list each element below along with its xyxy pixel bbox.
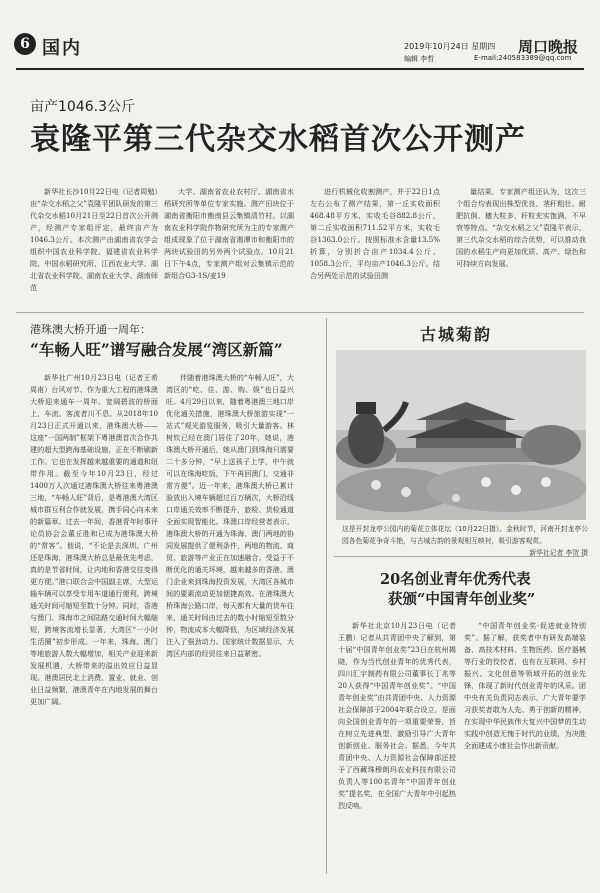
article2-text-1: 新华社广州10月23日电（记者王希 周甫）台风对节、作为重大工程的港珠澳大桥迎来通车一周年。宽阔碧波的桥面上，车流、客流者川不息。从2018年10月23日正式开通以来，港珠澳大桥——这座“一国两制”框架下粤港澳首次合作共建的超大型跨海基础设施，正在不断刷新工作。它也在发挥越来越重要的通道和纽带作用。截至今年10月23日，经过1400万人次通过港珠澳大桥往来粤港澳三地，“车畅人旺”背后，是粤港澳大湾区城市群互利合作就发展，携手同心向未来的新篇章。过去一年间，香港青年时事评论员协会会董丘胜和已成为港珠澳大桥的“常客”。他说，“不论是去深圳、广州还是珠海，港珠澳大桥总是最优先考虑，真的是节省时间，让内地和香港交往变得更方便。”港口联合会中国副主席，大型运输车辆可以享受专用车道通行便利，跨境通关时间可缩短至数十分钟。同时，香港与澳门、珠海市之间陆路交通时间大幅缩短，跨境客流增长显著，大湾区“一小时生活圈”初步形成。一年来，珠海、澳门等地旅游人数大幅增加，相关产业迎来新发展机遇，大桥带来的溢出效应日益显现。港澳居民北上消费、置业、就业、创业日益频繁，港澳青年在内地发展的舞台更加广阔。	[30, 373, 158, 706]
article1-column-4	[456, 186, 586, 306]
paper-name: 周口晚报	[518, 38, 579, 56]
header-rule	[16, 68, 584, 70]
page-header	[0, 0, 600, 66]
article3-text-1: 新华社北京10月23日电（记者 王鹏）记者从共青团中央了解到，第十届“中国青年创业奖”23日在杭州揭晓，作为当代创业青年的优秀代表，四川汇宇制药有限公司董事长丁兆等20人获得“中国青年创业奖”。“中国青年创业奖”由共青团中央、人力资源社会保障部于2004年联合设立，是面向全国创业青年的一项重要荣誉，旨在树立先进典型，激励引导广大青年创新创业、服务社会。据悉，今年共青团中央、人力资源社会保障部还授予了西藏珠穆朗玛农业科技有限公司负责人等100名青年“中国青年创业奖”提名奖，在全国广大青年中引起热烈反响。	[338, 621, 456, 810]
article1-column-3	[310, 186, 440, 306]
photo-caption-text: 这是开封龙亭公园内的菊花立体花坛（10月22日摄）。金秋时节，河南开封龙亭公园各色菊花争奇斗艳，与古城古韵的景观相互映衬，吸引游客观赏。	[342, 525, 588, 545]
photo-title: 古城菊韵	[420, 325, 493, 344]
article3-column-2	[464, 620, 586, 874]
editor-line: 编辑 李哲	[404, 55, 435, 63]
photo-divider	[334, 556, 584, 557]
article2-column-2	[166, 372, 294, 872]
article1-text-4: 量结果，专家测产组还认为，这次三个组合均表现出株型优良、茎秆粗壮、耐肥抗倒、穗大粒多、秆粒充实饱满，不早衰等特点。“杂交水稻之父”袁隆平表示，第三代杂交水稻的综合优势，可以推动我国的水稻生产向更加优质、高产、绿色和可持续方向发展。	[456, 187, 586, 268]
article1-column-1	[30, 186, 158, 306]
article2-subhead: 港珠澳大桥开通一周年：	[30, 323, 151, 336]
page-number: 6	[14, 33, 36, 55]
article3-column-1	[338, 620, 456, 874]
email-line: E-mail:240583389@qq.com	[474, 54, 572, 62]
article1-subhead: 亩产1046.3公斤	[30, 99, 135, 115]
article2-headline: “车畅人旺”谱写融合发展“湾区新篇”	[30, 340, 283, 359]
section-title: 国内	[42, 38, 82, 59]
article3-headline-line2: 获颁“中国青年创业奖”	[388, 591, 536, 608]
column-divider	[326, 318, 327, 874]
article2-text-2: 伴随着港珠澳大桥的“车畅人旺”，大湾区的“吃、住、游、购、娱”也日益兴旺。4月29日以来，随着粤港澳三地口岸优化通关措施，港珠澳大桥旅游实现“一站式”观光游览服务，吸引大量游客。林树钦已经在澳门居住了20年，她说，港珠澳大桥开通后，她从澳门到珠海只需要二十多分钟，“早上送孩子上学，中午就可以在珠海吃饭，下午再回澳门，交通非常方便”。近一年来，港珠澳大桥已累计验放出入境车辆超过百万辆次，大桥沿线口岸通关效率不断提升，旅检、货检通道全面实现智能化。珠澳口岸经营者表示，港珠澳大桥的开通为珠海、澳门两地的协同发展提供了便利条件，两地的物流、商贸、旅游等产业正在加速融合。受益于不断优化的通关环境，越来越多的香港、澳门企业来到珠海投资发展，大湾区各城市间的要素流动更加便捷高效。在港珠澳大桥珠海公路口岸，每天都有大量的货车往来，通关时间由过去的数小时缩短至数分钟，物流成本大幅降低，为区域经济发展注入了强劲动力。国家统计数据显示，大湾区内部的经贸往来日益紧密。	[166, 373, 294, 658]
article1-column-2	[164, 186, 294, 306]
photo-caption	[342, 523, 588, 559]
chrysanthemum-photo	[336, 350, 586, 520]
article1-text-3: 进行机械化收割测产，并于22日1点左右公布了测产结果，第一丘实收面积468.48平方米，实收毛谷882.8公斤，第二丘实收面积711.52平方米，实收毛谷1363.0公斤。按照标准水含量13.5%折算，分别折合亩产1034.4公斤、1058.3公斤，平均亩产1046.3公斤。结合另两处示范的试验田测	[310, 187, 440, 280]
date-line: 2019年10月24日 星期四	[404, 42, 496, 51]
article1-headline: 袁隆平第三代杂交水稻首次公开测产	[30, 122, 526, 157]
article2-column-1	[30, 372, 158, 872]
article1-text-2: 大学、湖南省农业农村厅、湖南省水稻研究所等单位专家实施。测产田块位于湖南省衡阳市衡南县云集镇清竹村。以湖南农业科学院作物研究所为主的专家测产组成现象了位于湖南省湘潭市和衡阳市的两块试验田的另外两个试验点。10月21日下午4点，专家测产组对云集镇示范的新组合G3-1S/麦19	[164, 187, 294, 280]
photo-credit: 新华社记者 李贺 摄	[529, 549, 588, 557]
article3-text-2: “中国青年创业奖·促进就业特别奖”。据了解，获奖者中有研发高端装备、高技术材料、生物医药、医疗器械等行业的佼佼者，也有在互联网、乡村振兴、文化创意等领域开拓的创业先锋，体现了新时代创业青年的风采。团中央有关负责同志表示，广大青年要学习获奖者敢为人先、勇于创新的精神，在实现中华民族伟大复兴中国梦的生动实践中创造无愧于时代的业绩，为决胜全面建成小康社会作出新贡献。	[464, 621, 586, 750]
article1-divider	[16, 312, 584, 313]
article1-text-1: 新华社长沙10月22日电（记者周勉）由“杂交水稻之父”袁隆平团队研发的第三代杂交水稻10月21日至22日首次公开测产，经测产专家组评定，最终亩产为1046.3公斤。本次测产由湖南省农学会组织中国农业科学院、福建省农业科学院、中国水稻研究所、江西农业大学、湖北省农业科学院、湖南农业大学、湖南师范	[30, 187, 158, 292]
article3-headline-line1: 20名创业青年优秀代表	[380, 571, 531, 588]
